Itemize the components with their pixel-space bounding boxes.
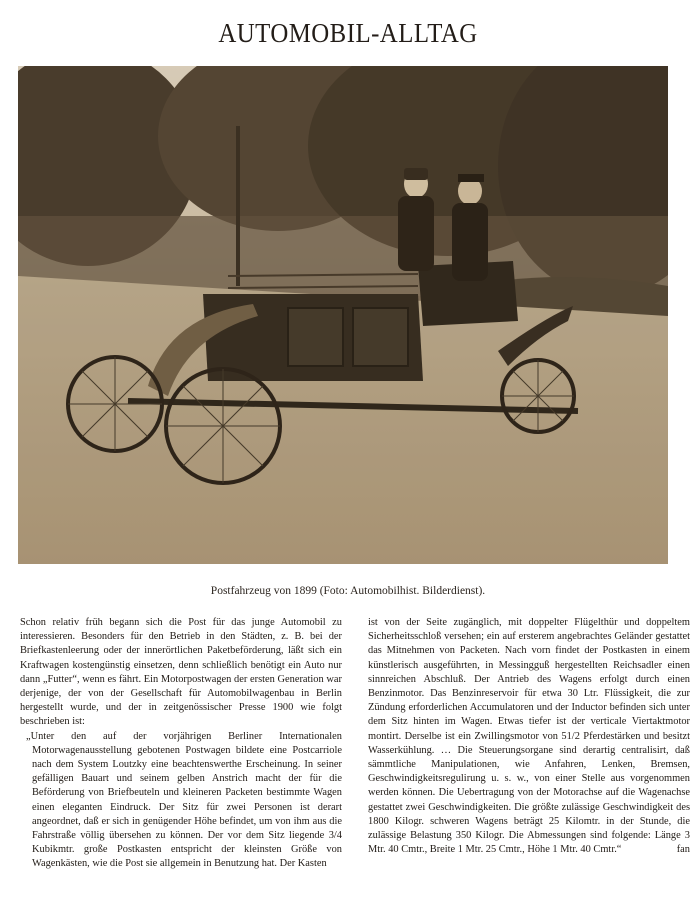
continued-quote-text: ist von der Seite zugänglich, mit doppelter Flügelthür und doppeltem Sicherheitsschloß versehen; ein auf ersterem angebrachtes Geländer gestattet das Mitnehmen von Packeten. Nach vorn findet der Postkasten in einem künstlerisch ausgeführten, in Messingguß hergestellten Reichsadler einen sinnreichen Abschluß. Der Antrieb des Wagens erfolgt durch einen Benzinmotor. Das Benzinreservoir für etwa 30 Ltr. Flüssigkeit, die zur Zündung erforderlichen Accumulatoren und der Inductor befinden sich unter dem Sitz hinten im Wagen. Etwas tiefer ist der verticale Viertaktmotor montirt. Derselbe ist ein Zwillingsmotor von 51/2 Pferdestärken und besitzt Wasserkühlung. … Die Steuerungsorgane sind derartig centralisirt, daß sämmtliche Manipulationen, wie Anfahren, Lenken, Bremsen, Geschwindigkeitsregulirung u. s. w., von einer Stelle aus vorgenommen werden können. Die Uebertragung von der Motorachse auf die Wagenachse gestattet zwei Geschwindigkeiten. Die größte zulässige Geschwindigkeit des 1800 Kilogr. schweren Wagens beträgt 25 Kilomtr. in der Stunde, die zulässige Belastung 350 Kilogr. Die Abmessungen sind folgende: Länge 3 Mtr. 40 Cmtr., Breite 1 Mtr. 25 Cmtr., Höhe 1 Mtr. 40 Cmtr.“ bbox=[368, 617, 690, 856]
historic-photograph bbox=[18, 66, 668, 564]
postal-vehicle-photo-illustration bbox=[18, 66, 668, 564]
quoted-description: „Unter den auf der vorjährigen Berliner Internationalen Motorwagenausstellung gebotenen Postwagen bildete eine Postcarriole nach dem System Loutzky eine beachtenswerthe Erscheinung. In seiner gefälligen Bauart und seinem gelben Anstrich macht der für die Beförderung von Briefbeuteln und kleineren Packeten bestimmte Wagen einen eleganten Eindruck. Der Sitz für zwei Personen ist derart angeordnet, daß er sich in genügender Höhe befindet, um von ihm aus die Fahrstraße völlig übersehen zu können. Der vor dem Sitz liegende 3/4 Kubikmtr. große Postkasten entspricht der kleinsten Größe von Wagenkästen, wie die Post sie allgemein in Benutzung hat. Der Kasten bbox=[26, 730, 342, 870]
intro-paragraph: Schon relativ früh begann sich die Post für das junge Automobil zu interessieren. Besonders für den Betrieb in den Städten, z. B. bei der Briefkastenleerung oder der innerörtlichen Paketbeförderung, läßt sich ein Kraftwagen kostengünstig einsetzen, denn schließlich benötigt ein Auto nur dann „Futter“, wenn es fährt. Ein Motorpostwagen der ersten Generation war derjenige, der von der Gesellschaft für Automobilwagenbau in Berlin hergestellt wurde, und der in zeitgenössischer Presse 1900 wie folgt beschrieben ist: bbox=[20, 617, 342, 728]
continued-quote-paragraph bbox=[368, 616, 690, 857]
photo-caption: Postfahrzeug von 1899 (Foto: Automobilhist. Bilderdienst). bbox=[210, 585, 486, 597]
continuation-word: fan bbox=[676, 844, 690, 856]
text-column-left bbox=[20, 616, 342, 872]
page-title: AUTOMOBIL-ALLTAG bbox=[218, 18, 478, 48]
text-column-right bbox=[368, 616, 690, 857]
